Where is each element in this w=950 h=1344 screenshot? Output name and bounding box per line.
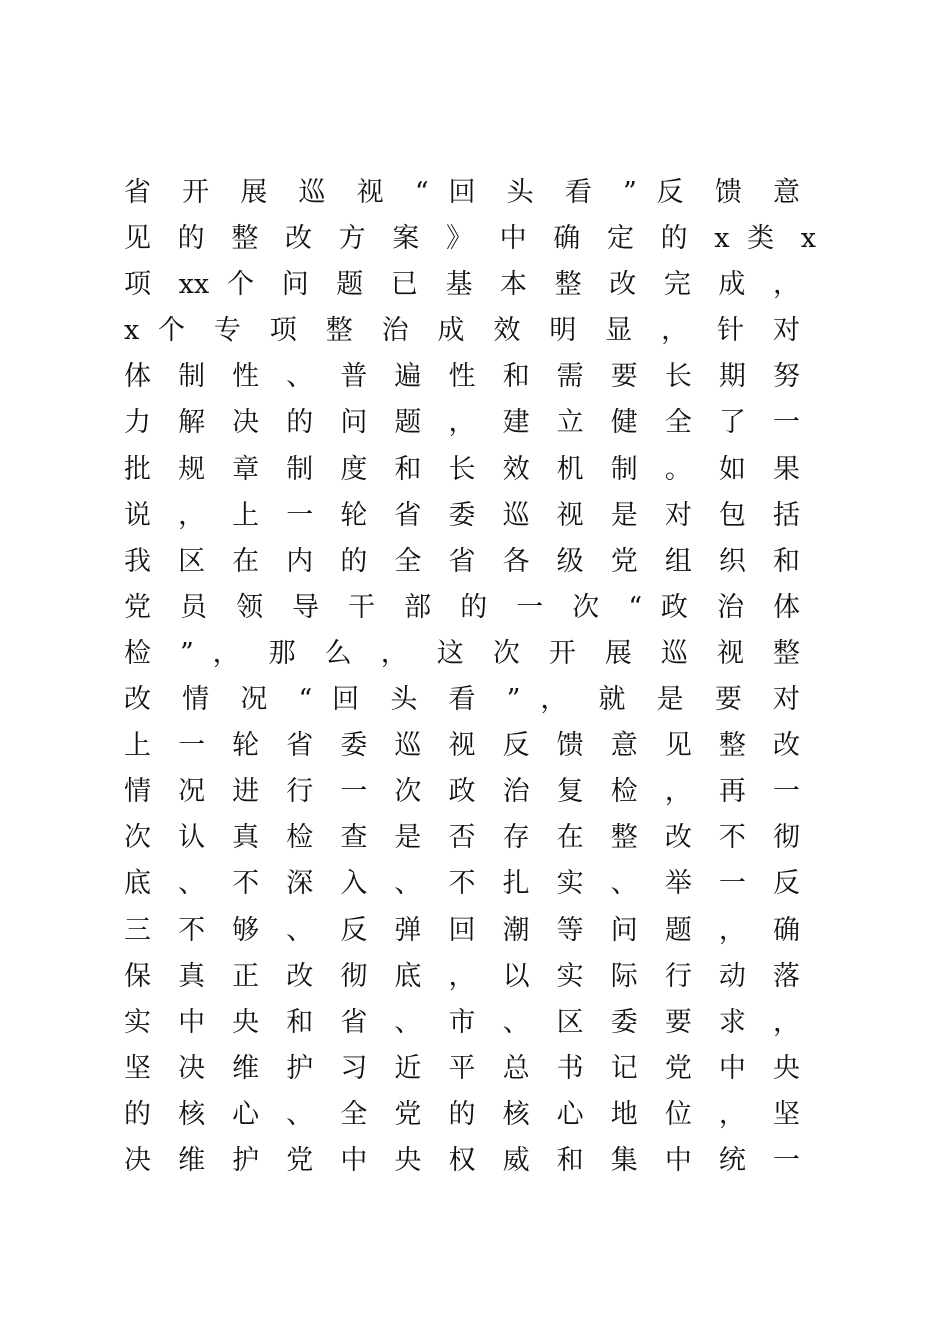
text-line-21: 的 核 心 、 全 党 的 核 心 地 位 ， 坚 (124, 1098, 800, 1130)
body-text (124, 170, 824, 1184)
text-line-1: 省 开 展 巡 视 “ 回 头 看 ” 反 馈 意 (124, 177, 800, 208)
text-line-20: 坚 决 维 护 习 近 平 总 书 记 党 中 央 (124, 1052, 800, 1084)
text-line-22: 决 维 护 党 中 央 权 威 和 集 中 统 一 (124, 1144, 800, 1176)
text-line-15: 次 认 真 检 查 是 否 存 在 整 改 不 彻 (124, 822, 800, 854)
text-line-2: 见 的 整 改 方 案 》 中 确 定 的 x 类 x (124, 223, 816, 255)
text-line-17: 三 不 够 、 反 弹 回 潮 等 问 题 ， 确 (124, 914, 800, 946)
text-line-14: 情 况 进 行 一 次 政 治 复 检 ， 再 一 (124, 776, 800, 808)
text-line-8: 说 ， 上 一 轮 省 委 巡 视 是 对 包 括 (124, 499, 800, 531)
text-line-13: 上 一 轮 省 委 巡 视 反 馈 意 见 整 改 (124, 730, 800, 762)
text-line-16: 底 、 不 深 入 、 不 扎 实 、 举 一 反 (124, 868, 800, 900)
text-line-12: 改 情 况 “ 回 头 看 ” ， 就 是 要 对 (124, 684, 800, 716)
text-line-7: 批 规 章 制 度 和 长 效 机 制 。 如 果 (124, 453, 800, 485)
text-line-5: 体 制 性 、 普 遍 性 和 需 要 长 期 努 (124, 361, 800, 393)
text-line-18: 保 真 正 改 彻 底 ， 以 实 际 行 动 落 (124, 960, 800, 992)
text-line-11: 检 ” ， 那 么 ， 这 次 开 展 巡 视 整 (124, 637, 800, 669)
text-line-4: x 个 专 项 整 治 成 效 明 显 ， 针 对 (124, 315, 800, 347)
text-line-3: 项 xx 个 问 题 已 基 本 整 改 完 成 ， (124, 269, 800, 301)
text-line-9: 我 区 在 内 的 全 省 各 级 党 组 织 和 (124, 545, 800, 577)
text-line-10: 党 员 领 导 干 部 的 一 次 “ 政 治 体 (124, 591, 800, 623)
text-line-19: 实 中 央 和 省 、 市 、 区 委 要 求 ， (124, 1006, 800, 1038)
text-line-6: 力 解 决 的 问 题 ， 建 立 健 全 了 一 (124, 407, 800, 439)
